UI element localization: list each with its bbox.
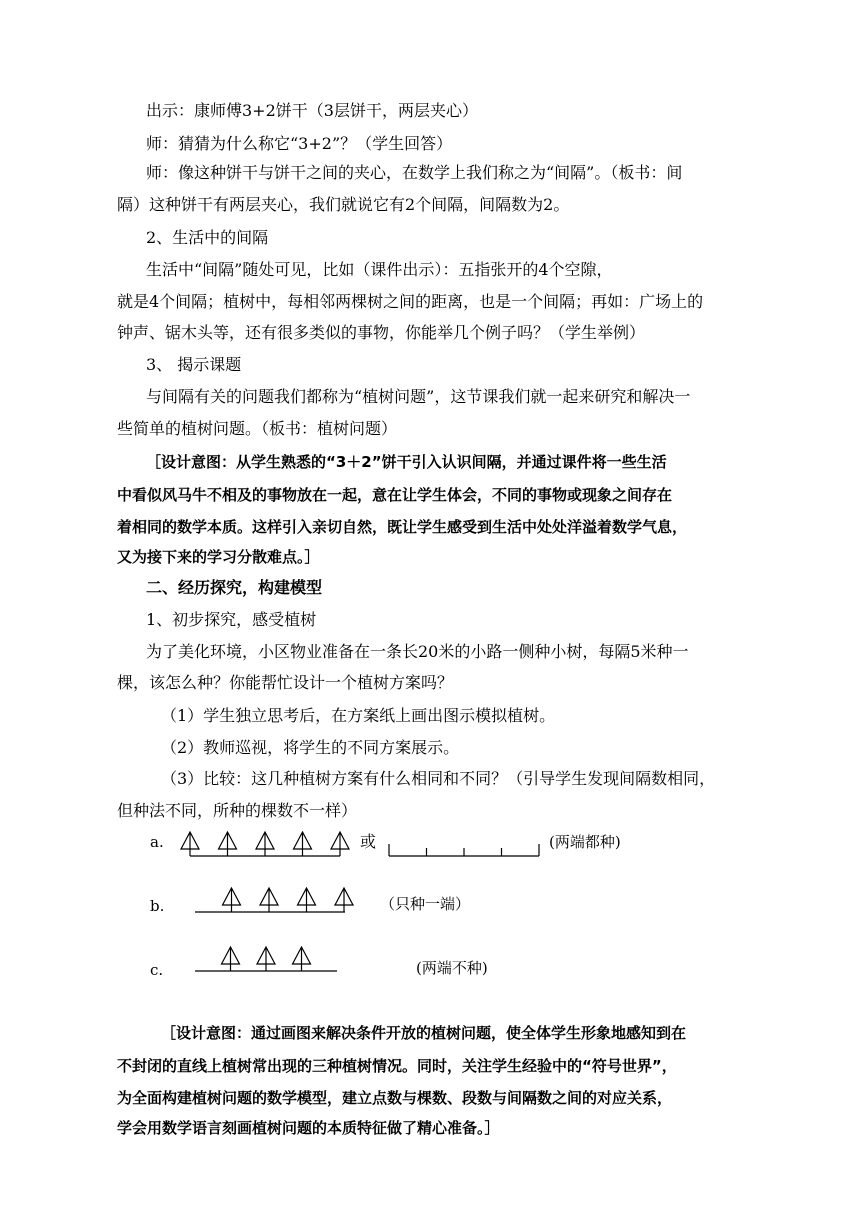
paragraph-interval-2: 隔）这种饼干有两层夹心，我们就说它有2个间隔，间隔数为2。 bbox=[117, 195, 570, 214]
tree-icon bbox=[219, 832, 237, 856]
step-3-line-2: 但种法不同，所种的棵数不一样） bbox=[117, 801, 358, 820]
design-intent-2-line-4: 学会用数学语言刻画植树问题的本质特征做了精心准备。］ bbox=[117, 1119, 500, 1137]
plan-a-label: a. bbox=[150, 833, 164, 851]
plan-a-trees bbox=[181, 832, 349, 856]
tree-icon bbox=[256, 832, 274, 856]
tree-icon bbox=[298, 888, 316, 912]
paragraph-demo: 出示：康师傅3+2饼干（3层饼干，两层夹心） bbox=[146, 101, 478, 120]
step-2: （2）教师巡视，将学生的不同方案展示。 bbox=[161, 738, 460, 757]
plan-a-note: (两端都种) bbox=[549, 833, 621, 851]
design-intent-2-line-3: 为全面构建植树问题的数学模型，建立点数与棵数、段数与间隔数之间的对应关系， bbox=[117, 1089, 673, 1107]
or-text: 或 bbox=[360, 832, 377, 851]
plan-c-trees bbox=[195, 947, 337, 971]
tree-icon bbox=[293, 947, 311, 971]
design-intent-2-line-2: 不封闭的直线上植树常出现的三种植树情况。同时，关注学生经验中的“符号世界”， bbox=[117, 1057, 677, 1075]
paragraph-life-1: 生活中“间隔”随处可见，比如（课件出示）：五指张开的4个空隙， bbox=[146, 260, 613, 279]
paragraph-topic-2: 些简单的植树问题。（板书：植树问题） bbox=[117, 419, 398, 438]
tree-icon bbox=[223, 888, 241, 912]
heading-life-intervals: 2、生活中的间隔 bbox=[146, 228, 269, 247]
plan-c-label: c. bbox=[150, 961, 164, 979]
step-3-line-1: （3）比较：这几种植树方案有什么相同和不同？（引导学生发现间隔数相同， bbox=[161, 769, 716, 788]
section-heading-explore: 二、经历探究，构建模型 bbox=[146, 578, 323, 597]
design-intent-1-line-2: 中看似风马牛不相及的事物放在一起，意在让学生体会，不同的事物或现象之间存在 bbox=[117, 486, 673, 504]
tree-icon bbox=[331, 832, 349, 856]
plan-b-trees bbox=[195, 888, 353, 912]
design-intent-1-line-4: 又为接下来的学习分散难点。］ bbox=[117, 548, 320, 566]
tree-icon bbox=[222, 947, 240, 971]
heading-initial-explore: 1、初步探究，感受植树 bbox=[146, 610, 317, 629]
step-1: （1）学生独立思考后，在方案纸上画出图示模拟植树。 bbox=[161, 706, 556, 725]
paragraph-topic-1: 与间隔有关的问题我们都称为“植树问题”，这节课我们就一起来研究和解决一 bbox=[146, 387, 691, 406]
plan-b-note: （只种一端） bbox=[380, 895, 471, 913]
tree-icon bbox=[294, 832, 312, 856]
paragraph-problem-1: 为了美化环境，小区物业准备在一条长20米的小路一侧种小树，每隔5米种一 bbox=[146, 642, 689, 661]
design-intent-1-line-1: ［设计意图：从学生熟悉的“3＋2”饼干引入认识间隔，并通过课件将一些生活 bbox=[146, 453, 667, 471]
design-intent-1-line-3: 着相同的数学本质。这样引入亲切自然，既让学生感受到生活中处处洋溢着数学气息， bbox=[117, 518, 688, 536]
plan-a-ruler bbox=[389, 844, 539, 856]
heading-reveal-topic: 3、 揭示课题 bbox=[146, 355, 242, 374]
tree-icon bbox=[335, 888, 353, 912]
paragraph-question: 师：猜猜为什么称它“3+2”？（学生回答） bbox=[146, 134, 453, 153]
paragraph-problem-2: 棵，该怎么种？你能帮忙设计一个植树方案吗？ bbox=[117, 673, 454, 692]
plan-b-label: b. bbox=[150, 897, 165, 915]
paragraph-interval-1: 师：像这种饼干与饼干之间的夹心，在数学上我们称之为“间隔”。（板书：间 bbox=[146, 163, 683, 182]
tree-icon bbox=[257, 947, 275, 971]
design-intent-2-line-1: ［设计意图：通过画图来解决条件开放的植树问题，使全体学生形象地感知到在 bbox=[161, 1024, 687, 1042]
paragraph-life-3: 钟声、锯木头等，还有很多类似的事物，你能举几个例子吗？（学生举例） bbox=[117, 323, 646, 342]
tree-icon bbox=[260, 888, 278, 912]
plan-c-note: (两端不种) bbox=[416, 959, 488, 977]
paragraph-life-2: 就是4个间隔；植树中，每相邻两棵树之间的距离，也是一个间隔；再如：广场上的 bbox=[117, 292, 704, 311]
tree-icon bbox=[181, 832, 199, 856]
